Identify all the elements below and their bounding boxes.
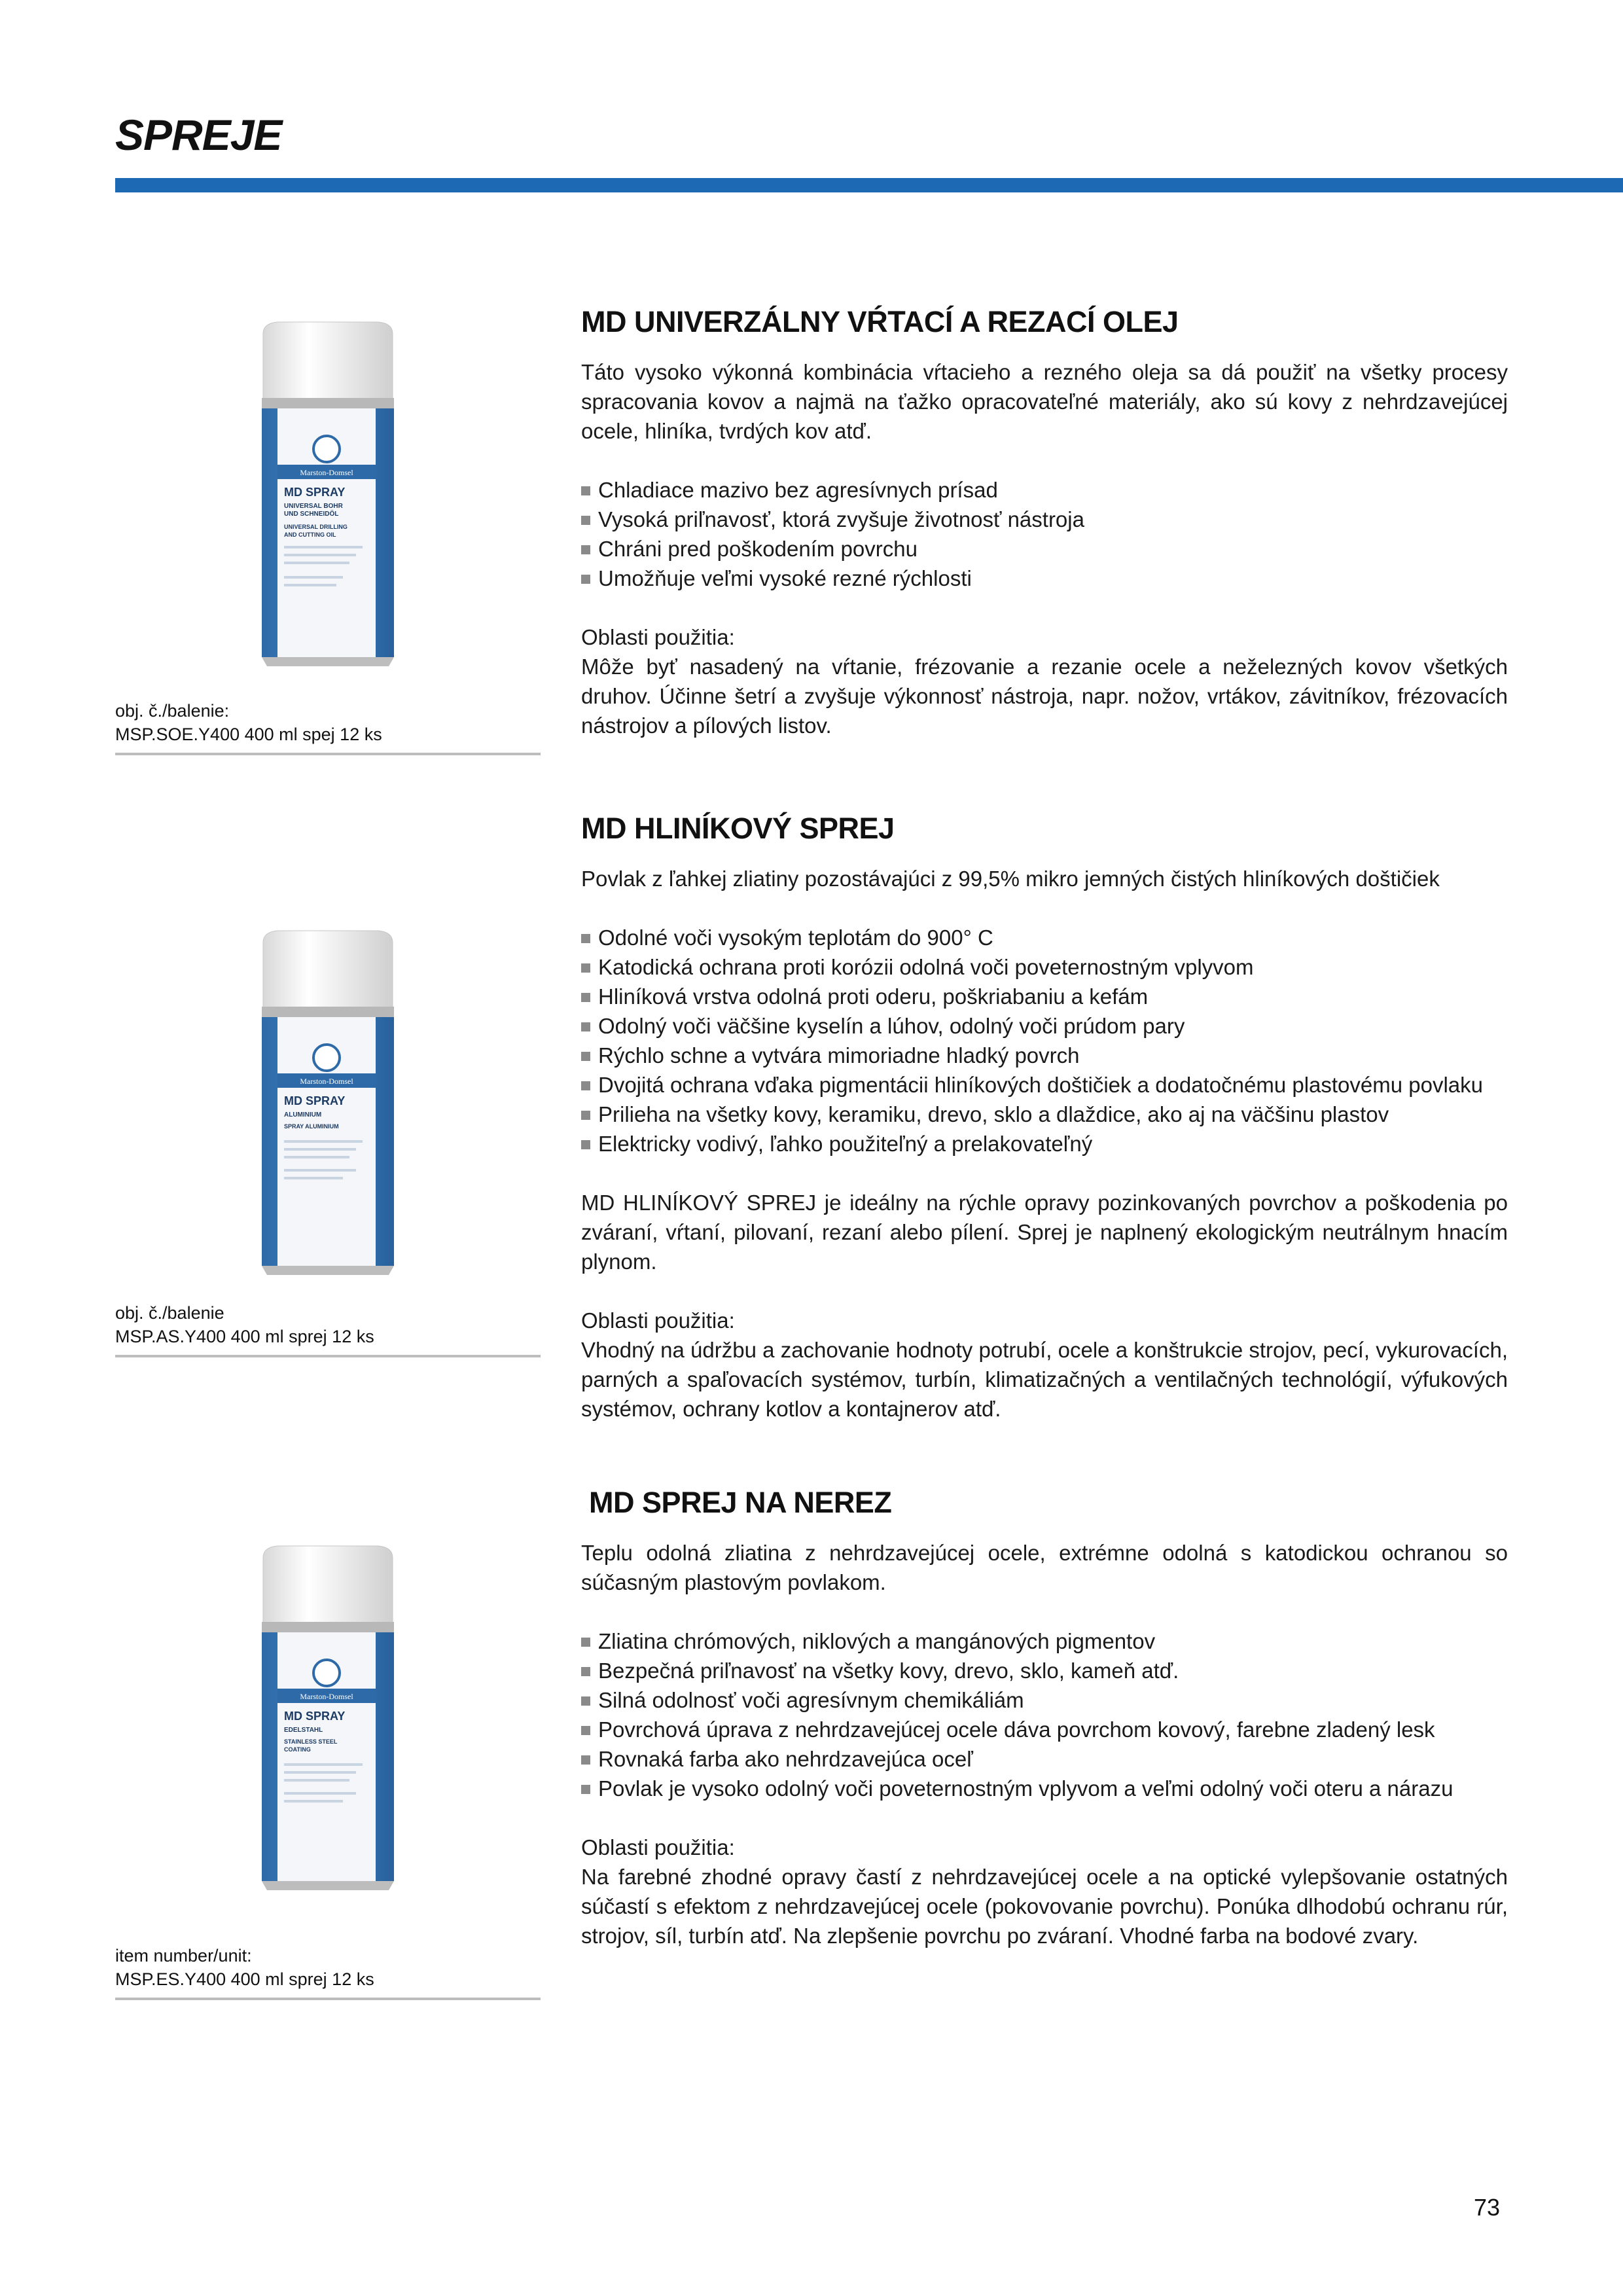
order-value: MSP.AS.Y400 400 ml sprej 12 ks <box>115 1327 374 1346</box>
svg-text:Marston-Domsel: Marston-Domsel <box>300 468 353 477</box>
feature-item: Povrchová úprava z nehrdzavejúcej ocele dáva povrchom kovový, farebne zladený lesk <box>581 1715 1508 1744</box>
page-number: 73 <box>1474 2194 1501 2221</box>
product-intro: Povlak z ľahkej zliatiny pozostávajúci z 99,5% mikro jemných čistých hliníkových doštičiek <box>581 867 1440 891</box>
svg-text:SPRAY ALUMINIUM: SPRAY ALUMINIUM <box>284 1123 339 1130</box>
svg-text:ALUMINIUM: ALUMINIUM <box>284 1111 322 1119</box>
feature-item: Silná odolnosť voči agresívnym chemikáliám <box>581 1685 1508 1715</box>
spray-can-drawing <box>258 929 398 1276</box>
feature-item: Dvojitá ochrana vďaka pigmentácii hliníkových doštičiek a dodatočnému plastovému povlaku <box>581 1070 1508 1100</box>
product-text <box>581 812 1508 1424</box>
order-label: item number/unit: <box>115 1946 252 1965</box>
order-value: MSP.SOE.Y400 400 ml spej 12 ks <box>115 725 382 744</box>
feature-item: Katodická ochrana proti korózii odolná voči poveternostným vplyvom <box>581 952 1508 982</box>
feature-item: Zliatina chrómových, niklových a mangánových pigmentov <box>581 1626 1508 1656</box>
spray-can-image <box>258 929 398 1276</box>
order-info <box>115 1944 541 1991</box>
svg-text:UNIVERSAL BOHR: UNIVERSAL BOHR <box>284 503 343 510</box>
product-intro: Táto vysoko výkonná kombinácia vŕtacieho a rezného oleja sa dá použiť na všetky procesy spracovania kovov a najmä na ťažko opracovateľné materiály, ako sú kovy z nehrdzavejúcej ocele, hliníka, tvrdých kov atď. <box>581 360 1508 443</box>
feature-item: Chladiace mazivo bez agresívnych prísad <box>581 475 1508 505</box>
svg-text:MD SPRAY: MD SPRAY <box>284 486 346 499</box>
feature-item: Rýchlo schne a vytvára mimoriadne hladký povrch <box>581 1041 1508 1070</box>
svg-text:EDELSTAHL: EDELSTAHL <box>284 1727 323 1734</box>
feature-list <box>581 923 1508 1158</box>
feature-item: Vysoká priľnavosť, ktorá zvyšuje životnosť nástroja <box>581 505 1508 534</box>
svg-text:UND SCHNEIDÖL: UND SCHNEIDÖL <box>284 511 339 518</box>
feature-item: Povlak je vysoko odolný voči poveternostným vplyvom a veľmi odolný voči oteru a nárazu <box>581 1774 1508 1803</box>
svg-text:MD SPRAY: MD SPRAY <box>284 1710 346 1723</box>
feature-item: Chráni pred poškodením povrchu <box>581 534 1508 564</box>
feature-item: Elektricky vodivý, ľahko použiteľný a prelakovateľný <box>581 1129 1508 1158</box>
feature-item: Prilieha na všetky kovy, keramiku, drevo, sklo a dlaždice, ako aj na väčšinu plastov <box>581 1100 1508 1129</box>
svg-text:COATING: COATING <box>284 1746 311 1753</box>
svg-text:STAINLESS STEEL: STAINLESS STEEL <box>284 1738 338 1745</box>
usage-text: Na farebné zhodné opravy častí z nehrdzavejúcej ocele a na optické vylepšovanie ostatných súčastí s efektom z nehrdzavejúcej ocele (pokovovanie povrchu). Ponúka dlhodobú ochranu rúr, strojov, síl, turbín atď. Na zlepšenie povrchu po zváraní. Vhodné farba na bodové zvary. <box>581 1865 1508 1948</box>
product-intro: Teplu odolná zliatina z nehrdzavejúcej ocele, extrémne odolná s katodickou ochranou so súčasným plastovým povlakom. <box>581 1541 1508 1594</box>
feature-item: Odolný voči väčšine kyselín a lúhov, odolný voči prúdom pary <box>581 1011 1508 1041</box>
product-title: MD SPREJ NA NEREZ <box>589 1486 892 1519</box>
svg-text:MD SPRAY: MD SPRAY <box>284 1094 346 1107</box>
page-title: SPREJE <box>115 111 282 159</box>
order-info <box>115 1301 541 1348</box>
product-text <box>581 305 1508 740</box>
order-label: obj. č./balenie <box>115 1303 224 1323</box>
spray-can-image <box>258 1545 398 1892</box>
spray-can-image <box>258 321 398 668</box>
svg-text:Marston-Domsel: Marston-Domsel <box>300 1077 353 1086</box>
order-divider <box>115 1998 541 2000</box>
feature-item: Hliníková vrstva odolná proti oderu, poškriabaniu a kefám <box>581 982 1508 1011</box>
svg-text:Marston-Domsel: Marston-Domsel <box>300 1692 353 1701</box>
feature-item: Umožňuje veľmi vysoké rezné rýchlosti <box>581 564 1508 593</box>
order-divider <box>115 753 541 755</box>
product-text <box>581 1486 1508 1950</box>
feature-item: Rovnaká farba ako nehrdzavejúca oceľ <box>581 1744 1508 1774</box>
usage-text: Vhodný na údržbu a zachovanie hodnoty potrubí, ocele a konštrukcie strojov, pecí, vykurovacích, parných a spaľovacích systémov, turbín, klimatizačných a ventilačných technológií, výfukových systémov, ochrany kotlov a kontajnerov atď. <box>581 1338 1508 1421</box>
order-label: obj. č./balenie: <box>115 701 230 721</box>
feature-list <box>581 1626 1508 1803</box>
product-description: MD HLINÍKOVÝ SPREJ je ideálny na rýchle opravy pozinkovaných povrchov a poškodenia po zváraní, vŕtaní, pilovaní, rezaní alebo pílení. Sprej je naplnený ekologickým neutrálnym hnacím plynom. <box>581 1191 1508 1274</box>
feature-item: Odolné voči vysokým teplotám do 900° C <box>581 923 1508 952</box>
order-divider <box>115 1355 541 1357</box>
svg-text:UNIVERSAL DRILLING: UNIVERSAL DRILLING <box>284 524 348 530</box>
order-value: MSP.ES.Y400 400 ml sprej 12 ks <box>115 1969 374 1989</box>
usage-heading: Oblasti použitia: <box>581 1308 735 1333</box>
product-title: MD UNIVERZÁLNY VŔTACÍ A REZACÍ OLEJ <box>581 305 1179 338</box>
spray-can-drawing <box>258 1545 398 1892</box>
title-rule <box>115 178 1623 192</box>
order-info <box>115 699 541 746</box>
spray-can-drawing <box>258 321 398 668</box>
usage-heading: Oblasti použitia: <box>581 1835 735 1859</box>
feature-list <box>581 475 1508 593</box>
usage-text: Môže byť nasadený na vŕtanie, frézovanie a rezanie ocele a neželezných kovov všetkých druhov. Účinne šetrí a zvyšuje výkonnosť nástroja, napr. nožov, vrtákov, závitníkov, frézovacích nástrojov a pílových listov. <box>581 655 1508 738</box>
feature-item: Bezpečná priľnavosť na všetky kovy, drevo, sklo, kameň atď. <box>581 1656 1508 1685</box>
product-title: MD HLINÍKOVÝ SPREJ <box>581 812 895 845</box>
svg-text:AND CUTTING OIL: AND CUTTING OIL <box>284 531 336 538</box>
usage-heading: Oblasti použitia: <box>581 625 735 649</box>
